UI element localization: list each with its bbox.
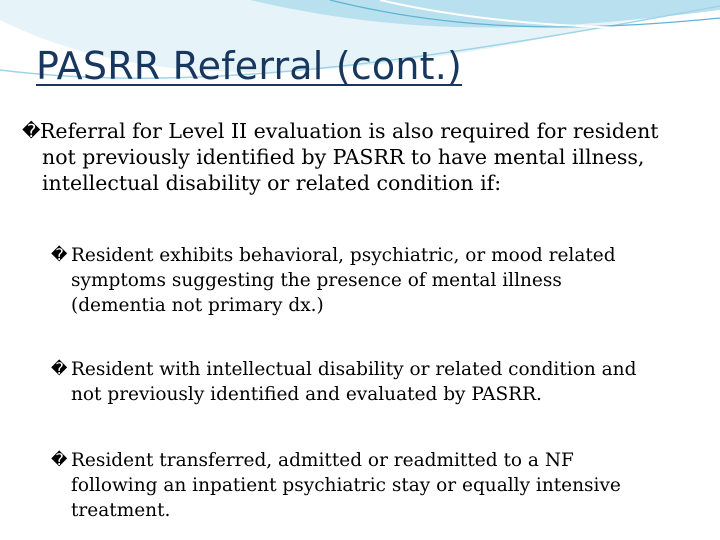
bullet-icon: �: [22, 121, 41, 142]
bullet-icon: �: [51, 359, 68, 378]
bullet-icon: �: [51, 450, 68, 469]
slide-title: PASRR Referral (cont.): [36, 44, 463, 88]
bullet-icon: �: [51, 245, 68, 264]
sub-bullet-text: Resident with intellectual disability or related condition and not previously identified and evaluated by PASRR.: [71, 359, 637, 405]
sub-bullet-text: Resident exhibits behavioral, psychiatric, or mood related symptoms suggesting the presence of mental illness (dementia not primary dx.): [71, 245, 616, 316]
main-bullet-text: Referral for Level II evaluation is also required for resident not previously identified by PASRR to have mental illness, intellectual disability or related condition if:: [40, 119, 659, 195]
sub-bullet-text: Resident transferred, admitted or readmitted to a NF following an inpatient psychiatric stay or equally intensive treatment.: [71, 450, 621, 521]
